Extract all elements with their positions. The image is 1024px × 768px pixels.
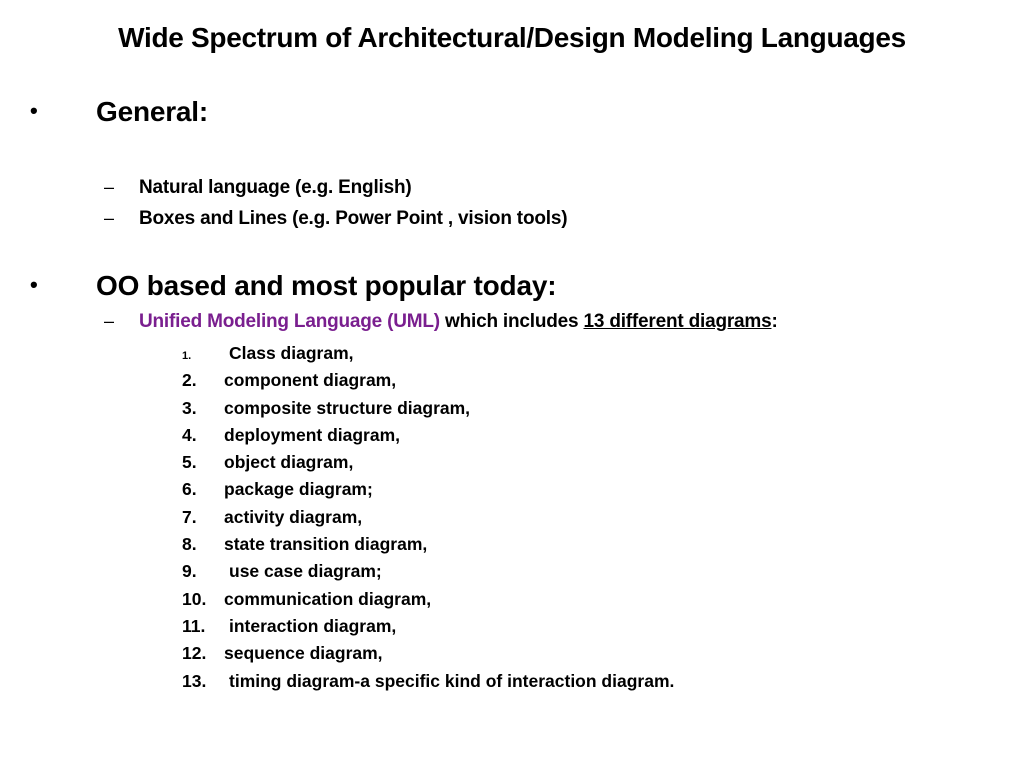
list-item-text: use case diagram; bbox=[229, 561, 382, 582]
list-number: 11. bbox=[182, 615, 206, 636]
list-item-text: composite structure diagram, bbox=[224, 397, 471, 418]
bullet-general bbox=[0, 96, 1024, 136]
subitem-boxes-and-lines bbox=[0, 208, 1024, 234]
bullet-label-oo-based: OO based and most popular today: bbox=[96, 270, 557, 301]
uml-tail-text: : bbox=[771, 311, 778, 332]
uml-name: Unified Modeling Language (UML) bbox=[139, 311, 440, 332]
slide-title: Wide Spectrum of Architectural/Design Modeling Languages bbox=[118, 22, 906, 53]
list-number: 10. bbox=[182, 588, 207, 609]
list-item-text: package diagram; bbox=[224, 479, 373, 500]
list-number: 13. bbox=[182, 670, 207, 691]
list-number: 4. bbox=[182, 424, 197, 445]
list-number: 9. bbox=[182, 561, 197, 582]
list-number: 5. bbox=[182, 452, 197, 473]
list-item-text: communication diagram, bbox=[224, 588, 432, 609]
diagram-count-text: 13 different diagrams bbox=[583, 311, 772, 332]
list-item-text: component diagram, bbox=[224, 370, 397, 391]
dash-icon: – bbox=[104, 311, 115, 331]
list-number: 7. bbox=[182, 506, 197, 527]
dash-icon: – bbox=[104, 177, 115, 197]
subitem-text: Natural language (e.g. English) bbox=[139, 177, 412, 198]
list-number: 8. bbox=[182, 534, 197, 555]
list-number: 3. bbox=[182, 397, 197, 418]
list-item-text: activity diagram, bbox=[224, 506, 363, 527]
list-item-text: sequence diagram, bbox=[224, 643, 383, 664]
bullet-label-general: General: bbox=[96, 96, 208, 127]
subitem-uml-text bbox=[139, 311, 778, 333]
bullet-icon: • bbox=[30, 98, 38, 123]
list-item-text: Class diagram, bbox=[229, 343, 354, 363]
list-item-text: state transition diagram, bbox=[224, 534, 428, 555]
subitem-uml bbox=[0, 311, 1024, 337]
list-item-text: object diagram, bbox=[224, 452, 354, 473]
subitem-text: Boxes and Lines (e.g. Power Point , vision tools) bbox=[139, 208, 568, 229]
uml-middle-text: which includes bbox=[439, 311, 584, 332]
dash-icon: – bbox=[104, 208, 115, 228]
list-item-text: deployment diagram, bbox=[224, 424, 401, 445]
list-number: 12. bbox=[182, 643, 207, 664]
bullet-icon: • bbox=[30, 272, 38, 297]
subitem-natural-language bbox=[0, 177, 1024, 203]
list-item-text: timing diagram-a specific kind of interaction diagram. bbox=[229, 670, 675, 691]
bullet-oo-based bbox=[0, 270, 1024, 310]
list-number: 1. bbox=[182, 350, 192, 362]
list-number: 6. bbox=[182, 479, 197, 500]
list-item-text: interaction diagram, bbox=[229, 615, 397, 636]
list-number: 2. bbox=[182, 370, 197, 391]
